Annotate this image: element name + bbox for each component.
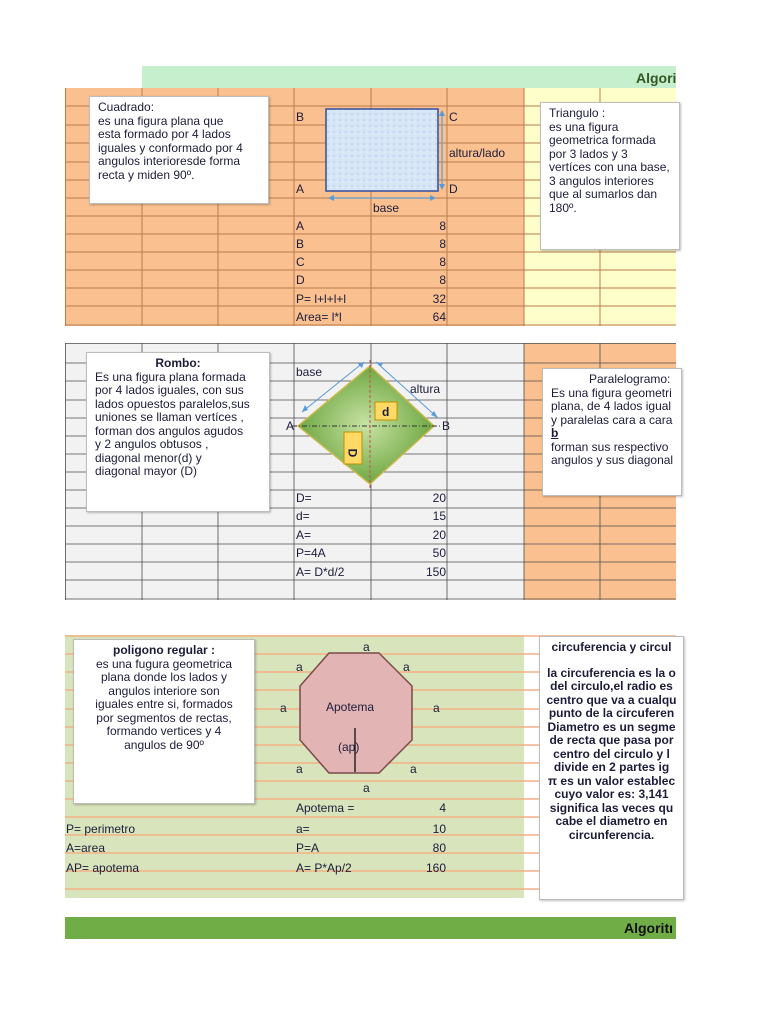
rombo-label-b: B: [442, 419, 451, 433]
cuadrado-row-label: Area= l*l: [296, 310, 342, 324]
octagon-side-label: a: [410, 762, 417, 776]
cuadrado-row-label: A: [296, 219, 305, 233]
note-line: recta y miden 90º.: [98, 167, 195, 182]
octagon-side-label: a: [296, 660, 303, 674]
octagon-side-label: a: [363, 640, 370, 654]
rombo-row-label: P=4A: [296, 546, 326, 560]
cuadrado-row-value: 8: [439, 255, 446, 269]
rombo-row-label: A= D*d/2: [296, 565, 345, 579]
note-line: poligono regular :: [113, 643, 215, 657]
cuadrado-label-a: A: [296, 182, 305, 196]
note-line: por segmentos de rectas,: [96, 710, 232, 725]
poligono-legend-item: P= perimetro: [66, 822, 136, 836]
octagon-side-label: a: [296, 762, 303, 776]
note-line: geometrica formada: [549, 133, 656, 147]
poligono-row-label: A= P*Ap/2: [296, 861, 352, 875]
cuadrado-row-value: 64: [432, 310, 446, 324]
note-line: forman dos angulos agudos: [95, 423, 244, 438]
note-line: y 2 angulos obtusos ,: [95, 437, 209, 451]
note-line: angulos y sus diagonal: [551, 453, 674, 467]
cuadrado-row-label: B: [296, 237, 305, 251]
ap-label: (ap): [338, 740, 360, 754]
cuadrado-label-d: D: [449, 182, 458, 196]
note-line: π es un valor establec: [547, 773, 676, 788]
note-line: punto de la circuferen: [548, 706, 675, 720]
note-line: diagonal mayor (D): [95, 464, 198, 478]
cuadrado-label-c: C: [449, 110, 458, 124]
note-line: plana, de 4 lados igual: [551, 399, 672, 413]
cuadrado-label-base: base: [373, 201, 400, 215]
note-line: iguales y conformado por 4: [98, 140, 243, 155]
cuadrado-row-value: 8: [439, 273, 446, 287]
note-line: circunferencia.: [568, 827, 655, 842]
note-line: Es una figura geometri: [551, 385, 672, 400]
cuadrado-row-label: D: [296, 273, 305, 287]
rombo-row-value: 150: [425, 565, 446, 579]
note-line: 180º.: [549, 200, 577, 215]
note-line: uniones se llaman vertíces ,: [95, 410, 244, 424]
poligono-row-value: 10: [432, 822, 446, 836]
poligono-row-value: 4: [439, 801, 446, 815]
note-line: significa las veces qu: [549, 800, 674, 815]
rombo-row-value: 20: [432, 528, 446, 542]
cuadrado-row-label: C: [296, 255, 305, 269]
poligono-legend-item: AP= apotema: [66, 861, 140, 875]
poligono-legend-item: A=area: [66, 841, 106, 855]
octagon-side-label: a: [433, 701, 440, 715]
octagon-side-label: a: [280, 701, 287, 715]
rombo-row-value: 15: [432, 509, 446, 523]
note-line: centro que va a cualqu: [546, 692, 677, 707]
cuadrado-note: [89, 96, 269, 204]
rombo-label-base: base: [296, 365, 323, 379]
note-line: divide en 2 partes ig: [553, 760, 670, 774]
note-line: la circuferencia es la o: [547, 665, 676, 680]
note-line: Triangulo :: [549, 106, 606, 120]
rombo-label-altura: altura: [410, 382, 441, 396]
bottom-banner-title: Algoritı: [624, 920, 673, 936]
cuadrado-row-value: 8: [439, 219, 446, 233]
note-line: es una figura plana que: [98, 113, 224, 128]
note-line: que al sumarlos dan: [549, 187, 658, 201]
rombo-label-a: A: [286, 419, 295, 433]
note-line: plana donde los lados y: [100, 670, 228, 684]
note-line: es una figura: [549, 119, 619, 134]
note-line: diagonal menor(d) y: [95, 450, 202, 465]
rombo-row-label: d=: [296, 509, 310, 523]
note-line: Rombo:: [155, 356, 201, 370]
apotema-label: Apotema: [326, 700, 375, 714]
note-line: 3 angulos interiores: [549, 173, 654, 188]
poligono-row-label: a=: [296, 822, 310, 836]
rombo-label-d-small: d: [382, 405, 390, 419]
note-line: Es una figura plana formada: [95, 369, 246, 384]
note-line: Paralelogramo:: [589, 372, 671, 386]
top-banner-title: Algori: [636, 70, 677, 86]
note-line: y paralelas cara a cara: [551, 412, 673, 427]
note-line: circuferencia y circul: [551, 640, 672, 654]
note-line: del circulo,el radio es: [550, 679, 673, 693]
circunferencia-note: [539, 636, 684, 900]
note-line: cabe el diametro en: [555, 814, 668, 828]
bottom-banner: [65, 917, 676, 939]
rombo-note: [86, 352, 270, 512]
note-line: es una fugura geometrica: [95, 656, 233, 671]
note-line: [544, 655, 679, 667]
poligono-row-value: 160: [425, 861, 446, 875]
rombo-row-value: 50: [432, 546, 446, 560]
paralelogramo-note: [542, 368, 682, 496]
top-banner: [142, 66, 676, 88]
note-line: angulos de 90º: [124, 737, 204, 752]
note-line: angulos interioresde forma: [98, 154, 241, 168]
note-line: iguales entre si, formados: [95, 697, 233, 711]
note-line: Cuadrado:: [98, 100, 155, 114]
note-line: esta formado por 4 lados: [98, 127, 231, 141]
octagon-side-label: a: [363, 781, 370, 795]
note-line: centro del circulo y l: [553, 746, 670, 761]
cuadrado-row-label: P= l+l+l+l: [296, 292, 347, 306]
note-line: lados opuestos paralelos,sus: [95, 396, 250, 411]
note-line: forman sus respectivo: [551, 439, 669, 454]
cuadrado-figure: [290, 100, 470, 210]
rombo-row-value: 20: [432, 491, 446, 505]
octagon-side-label: a: [403, 660, 410, 674]
note-line: cuyo valor es: 3,141: [554, 787, 669, 801]
note-line: b: [551, 426, 559, 440]
rombo-row-label: D=: [296, 491, 312, 505]
note-line: de recta que pasa por: [549, 733, 674, 747]
note-line: angulos interiore son: [108, 683, 220, 698]
cuadrado-label-height: altura/lado: [449, 146, 506, 160]
rombo-label-d-big: D: [345, 448, 360, 458]
poligono-row-label: P=A: [296, 841, 320, 855]
rombo-row-label: A=: [296, 528, 312, 542]
poligono-note: [73, 639, 255, 804]
triangulo-note: [540, 102, 680, 250]
note-line: por 3 lados y 3: [549, 146, 628, 161]
note-line: formando vertices y 4: [106, 724, 222, 738]
cuadrado-row-value: 8: [439, 237, 446, 251]
note-line: Diametro es un segme: [547, 719, 676, 734]
poligono-row-label: Apotema =: [296, 801, 355, 815]
cuadrado-label-b: B: [296, 110, 305, 124]
cuadrado-row-value: 32: [432, 292, 446, 306]
note-line: por 4 lados iguales, con sus: [95, 383, 244, 397]
poligono-row-value: 80: [432, 841, 446, 855]
note-line: vertíces con una base,: [549, 160, 670, 174]
